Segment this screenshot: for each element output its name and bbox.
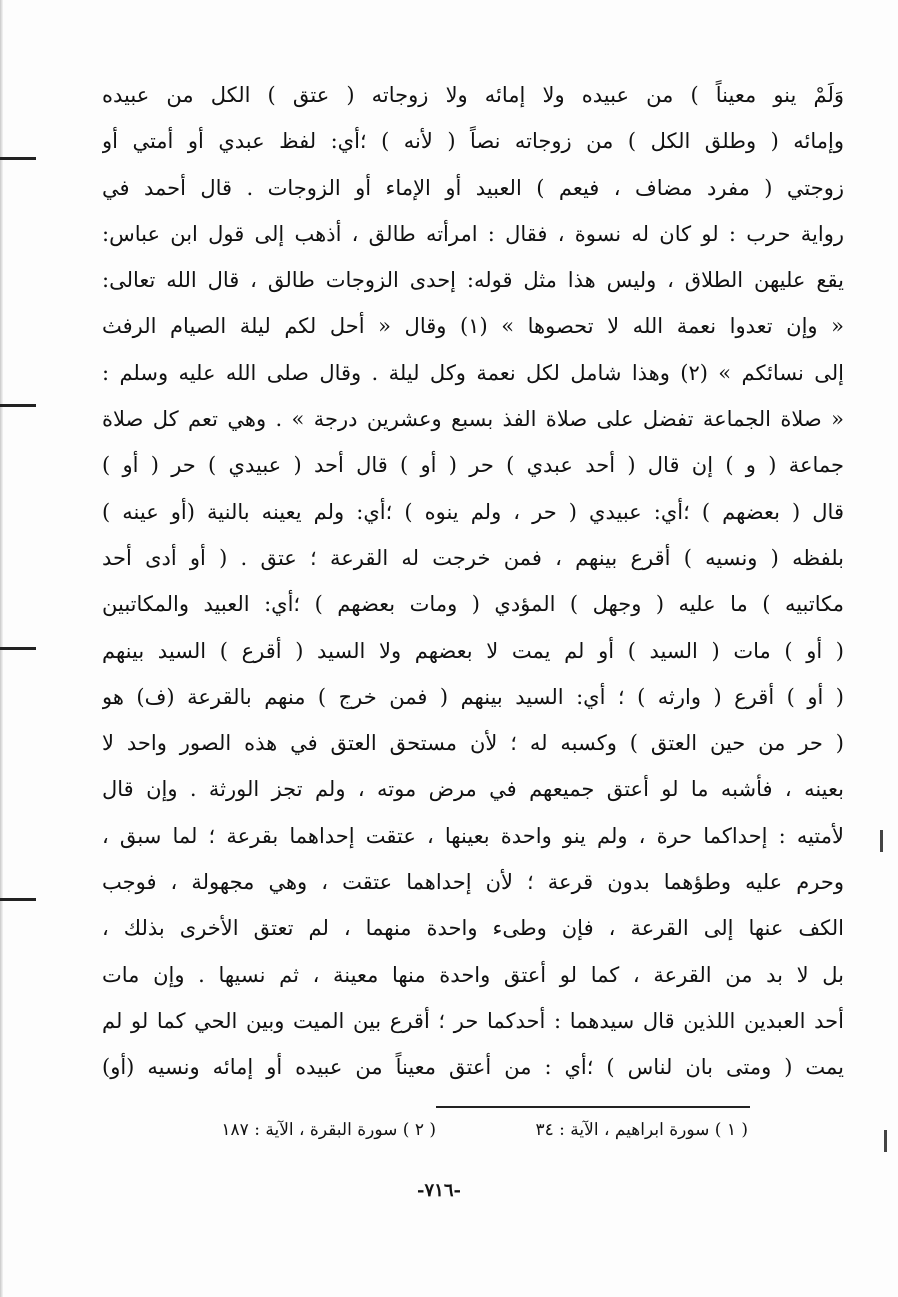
- margin-mark: [0, 157, 36, 160]
- text-line: « وإن تعدوا نعمة الله لا تحصوها » (١) وقال « أحل لكم ليلة الصيام الرفث: [102, 314, 844, 339]
- margin-mark: [0, 898, 36, 901]
- text-line: وَلَمْ ينو معيناً ) من عبيده ولا إمائه ولا زوجاته ( عتق ) الكل من عبيده: [102, 83, 844, 107]
- text-line: الكف عنها إلى القرعة ، فإن وطىء واحدة منهما ، لم تعتق الأخرى بذلك ،: [102, 916, 844, 941]
- text-line: رواية حرب : لو كان له نسوة ، فقال : امرأته طالق ، أذهب إلى قول ابن عباس:: [102, 221, 844, 246]
- margin-mark: [0, 647, 36, 650]
- footnote-2: ( ٢ ) سورة البقرة ، الآية : ١٨٧: [221, 1120, 436, 1140]
- text-line: قال ( بعضهم ) ؛أي: عبيدي ( حر ، ولم ينوه ) ؛أي: ولم يعينه بالنية (أو عينه ): [102, 499, 844, 524]
- body-text: [102, 72, 844, 1091]
- text-line: وإمائه ( وطلق الكل ) من زوجاته نصاً ( لأنه ) ؛أي: لفظ عبدي أو أمتي أو: [102, 129, 844, 154]
- margin-speck: [884, 1130, 887, 1152]
- text-line: لأمتيه : إحداكما حرة ، ولم ينو واحدة بعينها ، عتقت إحداهما بقرعة ؛ لما سبق ،: [102, 823, 844, 848]
- text-line: يمت ( ومتى بان لناس ) ؛أي : من أعتق معيناً من عبيده أو إمائه ونسيه (أو): [102, 1055, 844, 1080]
- footnote-1: ( ١ ) سورة ابراهيم ، الآية : ٣٤: [535, 1120, 748, 1140]
- text-line: زوجتي ( مفرد مضاف ، فيعم ) العبيد أو الإماء أو الزوجات . قال أحمد في: [102, 175, 844, 200]
- text-line: « صلاة الجماعة تفضل على صلاة الفذ بسبع وعشرين درجة » . وهي تعم كل صلاة: [102, 407, 844, 432]
- text-line: بلفظه ( ونسيه ) أقرع بينهم ، فمن خرجت له القرعة ؛ عتق . ( أو أدى أحد: [102, 545, 844, 570]
- text-line: ( أو ) أقرع ( وارثه ) ؛ أي: السيد بينهم ( فمن خرج ) منهم بالقرعة (ف) هو: [102, 684, 844, 709]
- text-line: يقع عليهن الطلاق ، وليس هذا مثل قوله: إحدى الزوجات طالق ، قال الله تعالى:: [102, 268, 844, 293]
- text-line: مكاتبيه ) ما عليه ( وجهل ) المؤدي ( ومات بعضهم ) ؛أي: العبيد والمكاتبين: [102, 592, 844, 617]
- text-line: وحرم عليه وطؤهما بدون قرعة ؛ لأن إحداهما عتقت ، وهي مجهولة ، فوجب: [102, 870, 844, 895]
- text-line: بعينه ، فأشبه ما لو أعتق جميعهم في مرض موته ، ولم تجز الورثة . وإن قال: [102, 777, 844, 802]
- text-line: ( حر من حين العتق ) وكسبه له ؛ لأن مستحق العتق في هذه الصور واحد لا: [102, 731, 844, 756]
- margin-mark: [0, 404, 36, 407]
- text-line: جماعة ( و ) إن قال ( أحد عبدي ) حر ( أو ) قال أحد ( عبيدي ) حر ( أو ): [102, 453, 844, 478]
- margin-speck: [880, 830, 883, 852]
- text-line: بل لا بد من القرعة ، كما لو أعتق واحدة منها معينة ، ثم نسيها . وإن مات: [102, 962, 844, 987]
- text-line: ( أو ) مات ( السيد ) أو لم يمت لا بعضهم ولا السيد ( أقرع ) السيد بينهم: [102, 638, 844, 663]
- text-line: أحد العبدين اللذين قال سيدهما : أحدكما حر ؛ أقرع بين الميت وبين الحي كما لو لم: [102, 1008, 844, 1033]
- footnote-rule: [436, 1106, 750, 1108]
- page-number: -٧١٦-: [417, 1180, 461, 1201]
- text-line: إلى نسائكم » (٢) وهذا شامل لكل نعمة وكل ليلة . وقال صلى الله عليه وسلم :: [102, 360, 844, 385]
